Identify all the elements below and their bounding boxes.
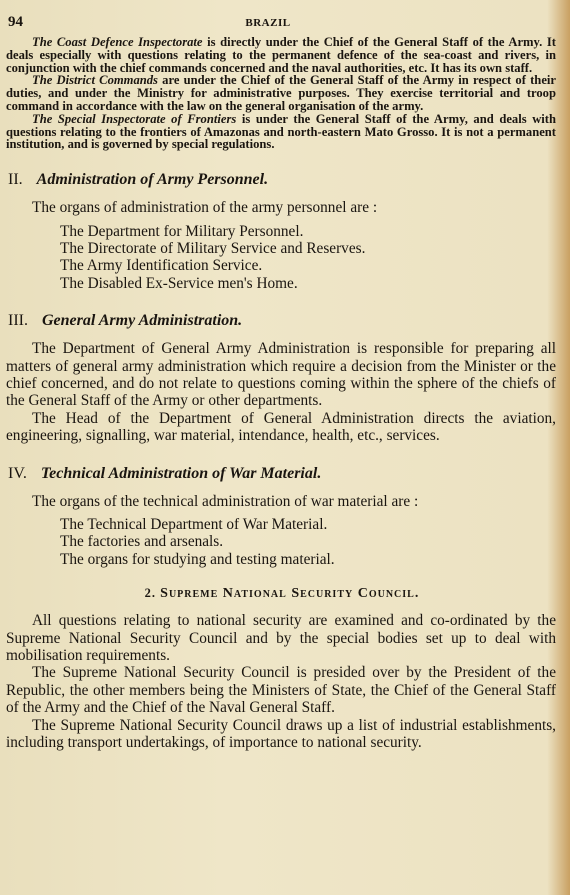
- council-number: 2.: [144, 586, 157, 601]
- page-header: [6, 14, 558, 36]
- district-commands-title: The District Commands: [32, 73, 158, 88]
- section-iii-heading: [8, 312, 558, 334]
- section-iii-paragraph-1: The Department of General Army Administration is responsible for preparing all matters of general army administration which require a decision from the Minister or the chief concerned, and do not relate to questions coming within the sphere of the chiefs of the General Staff of the Army or other departments.: [6, 340, 556, 410]
- council-title: Supreme National Security Council.: [160, 586, 420, 602]
- section-ii-list: [6, 223, 558, 293]
- section-iv-heading: [8, 465, 558, 487]
- page-number: 94: [8, 14, 23, 30]
- section-iii-number: III.: [8, 312, 28, 330]
- frontiers-paragraph: [6, 113, 558, 151]
- frontiers-title: The Special Inspectorate of Frontiers: [32, 111, 237, 126]
- council-paragraph-3: The Supreme National Security Council draws up a list of industrial establishments, including transport undertakings, of importance to national security.: [6, 716, 556, 752]
- district-commands-text: are under the Chief of the General Staff of the Army in respect of their duties, and under the Ministry for administrative purposes. They exercise territorial and troop command in accordance with the law on the general organisation of the army.: [6, 73, 556, 113]
- coast-defence-text: is directly under the Chief of the General Staff of the Army. It deals especially with questions relating to the permanent defence of the sea-coast and rivers, in conjunction with the chief commands concerned and the naval authorities, etc. It has its own staff.: [6, 35, 556, 75]
- council-heading: [6, 586, 558, 602]
- list-item: The Disabled Ex-Service men's Home.: [60, 274, 298, 292]
- district-commands-paragraph: [6, 74, 558, 112]
- section-iv-lead: The organs of the technical administration of war material are :: [32, 492, 419, 510]
- coast-defence-paragraph: [6, 36, 558, 74]
- section-ii-heading: [8, 171, 558, 193]
- list-item: The Army Identification Service.: [60, 257, 263, 275]
- section-iii-paragraph-2: The Head of the Department of General Administration directs the aviation, engineering, signalling, war material, intendance, health, etc., services.: [6, 409, 556, 445]
- council-paragraph-1: All questions relating to national security are examined and co-ordinated by the Supreme National Security Council and by the special bodies set up to deal with mobilisation requirements.: [6, 612, 556, 665]
- list-item: The factories and arsenals.: [60, 533, 224, 551]
- list-item: The organs for studying and testing material.: [60, 550, 335, 568]
- intro-block: [6, 36, 558, 151]
- section-ii-title: Administration of Army Personnel.: [36, 171, 269, 189]
- section-iv-list: [6, 516, 558, 568]
- council-paragraph-2: The Supreme National Security Council is presided over by the President of the Republic, the other members being the Ministers of State, the Chief of the General Staff of the Army and the Chief of the Naval General Staff.: [6, 664, 556, 717]
- list-item: The Department for Military Personnel.: [60, 222, 304, 240]
- section-iv-title: Technical Administration of War Material.: [40, 464, 322, 482]
- section-ii-lead: The organs of administration of the army personnel are :: [32, 199, 378, 217]
- running-head: BRAZIL: [245, 17, 291, 29]
- section-iv-number: IV.: [8, 464, 27, 482]
- list-item: The Directorate of Military Service and Reserves.: [60, 239, 366, 257]
- coast-defence-title: The Coast Defence Inspectorate: [32, 35, 203, 49]
- list-item: The Technical Department of War Material.: [60, 516, 328, 534]
- section-iii-title: General Army Administration.: [41, 312, 243, 330]
- frontiers-text: is under the General Staff of the Army, and deals with questions relating to the frontiers of Amazonas and north-eastern Mato Grosso. It is not a permanent institution, and is governed by special regulations.: [6, 111, 556, 152]
- section-ii-number: II.: [8, 171, 23, 189]
